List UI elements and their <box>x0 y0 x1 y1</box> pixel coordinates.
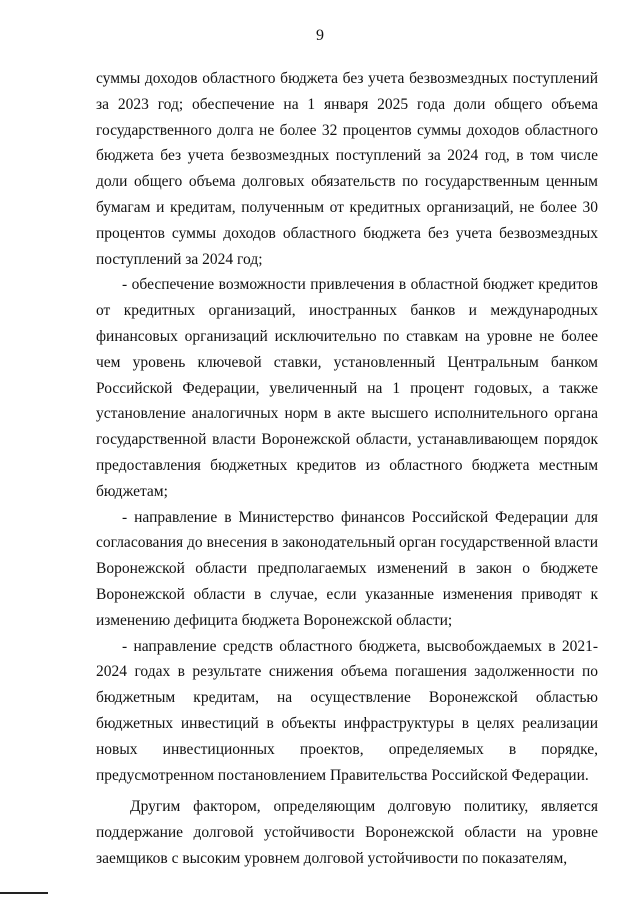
paragraph-debt-share-targets: суммы доходов областного бюджета без учета безвозмездных поступлений за 2023 год; обеспечение на 1 января 2025 года доли общего объема государственного долга не более 32 процентов суммы доходов областного бюджета без учета безвозмездных поступлений за 2024 год, в том числе доли общего объема долговых обязательств по государственным ценным бумагам и кредитам, полученным от кредитных организаций, не более 30 процентов суммы доходов областного бюджета без учета безвозмездных поступлений за 2024 год; <box>96 70 598 268</box>
paragraph-ministry-approval: - направление в Министерство финансов Российской Федерации для согласования до внесения в законодательный орган государственной власти Воронежской области предполагаемых изменений в закон о бюджете Воронежской области в случае, если указанные изменения приводят к изменению дефицита бюджета Воронежской области; <box>96 508 598 629</box>
paragraph-infrastructure-investment: - направление средств областного бюджета, высвобождаемых в 2021-2024 годах в результате снижения объема погашения задолженности по бюджетным кредитам, на осуществление Воронежской областью бюджетных инвестиций в объекты инфраструктуры в целях реализации новых инвестиционных проектов, определяемых в порядке, предусмотренном постановлением Правительства Российской Федерации. <box>96 637 598 784</box>
document-body <box>96 66 598 872</box>
paragraph-credit-rate-limits: - обеспечение возможности привлечения в областной бюджет кредитов от кредитных организаций, иностранных банков и международных финансовых организаций исключительно по ставкам на уровне не более чем уровень ключевой ставки, установленный Центральным банком Российской Федерации, увеличенный на 1 процент годовых, а также установление аналогичных норм в акте высшего исполнительного органа государственной власти Воронежской области, устанавливающем порядок предоставления бюджетных кредитов из областного бюджета местным бюджетам; <box>96 276 598 500</box>
footer-rule <box>0 892 48 894</box>
page-number: 9 <box>316 27 324 44</box>
paragraph-debt-sustainability: Другим фактором, определяющим долговую политику, является поддержание долговой устойчивости Воронежской области на уровне заемщиков с высоким уровнем долговой устойчивости по показателям, <box>96 798 598 867</box>
